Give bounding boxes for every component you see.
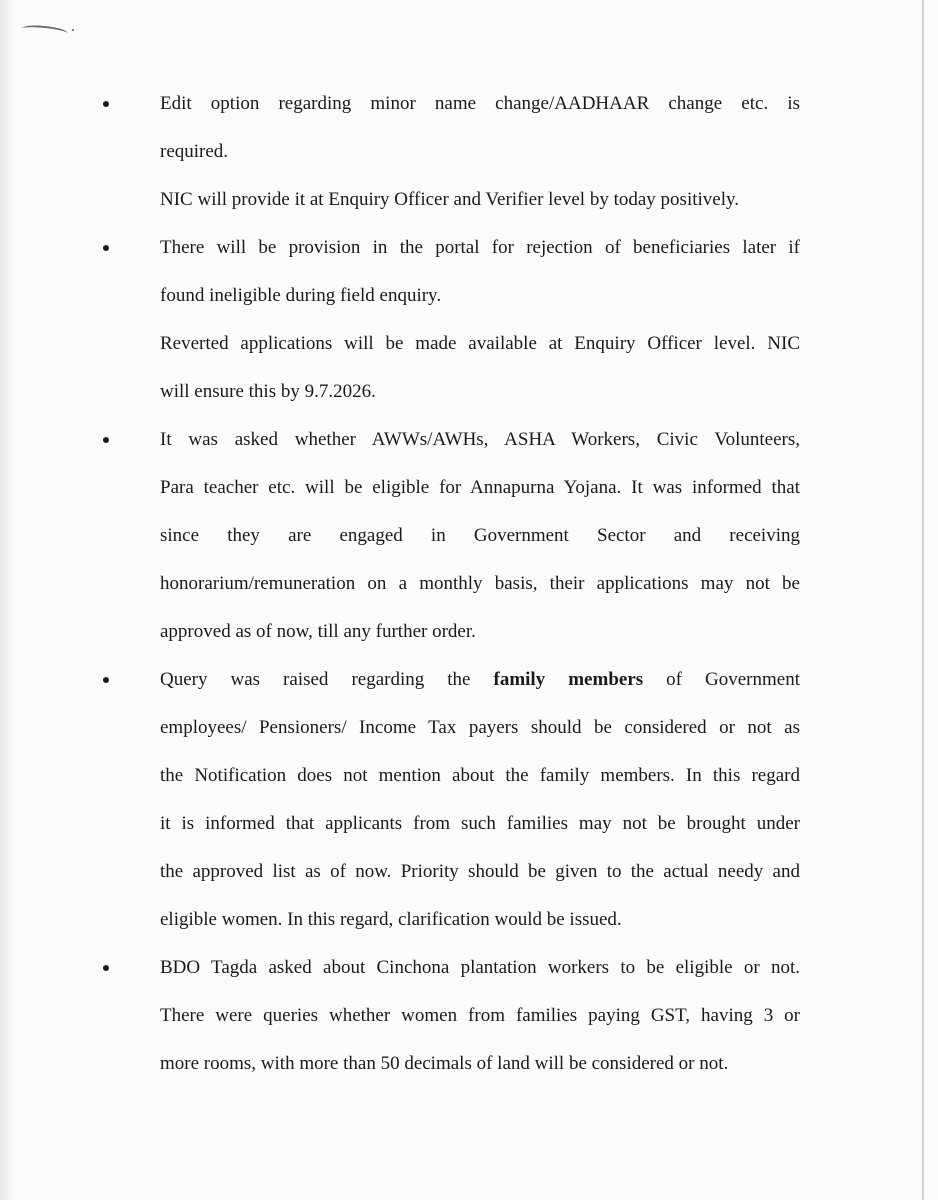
text-line: since they are engaged in Government Sector and receiving [160, 525, 800, 546]
note-line: NIC will provide it at Enquiry Officer and Verifier level by today positively. [160, 189, 740, 210]
text-line: It was asked whether AWWs/AWHs, ASHA Workers, Civic Volunteers, [160, 429, 800, 450]
text-line: honorarium/remuneration on a monthly basis, their applications may not be [160, 573, 800, 594]
text-line: There were queries whether women from families paying GST, having 3 or [160, 1005, 800, 1026]
text-line-with-bold [160, 656, 800, 704]
text-line: employees/ Pensioners/ Income Tax payers should be considered or not as [160, 717, 800, 738]
bullet-item-edit-option [128, 80, 800, 224]
text-line: required. [160, 141, 229, 162]
bullet-icon [103, 437, 109, 443]
text-segment: of Government [666, 669, 800, 690]
bullet-item-eligibility-workers [128, 416, 800, 656]
bullet-icon [103, 101, 109, 107]
text-line: the approved list as of now. Priority should be given to the actual needy and [160, 861, 800, 882]
text-line: it is informed that applicants from such families may not be brought under [160, 813, 800, 834]
item-text [128, 416, 800, 656]
text-line: eligible women. In this regard, clarification would be issued. [160, 909, 622, 930]
text-line: the Notification does not mention about the family members. In this regard [160, 765, 800, 786]
bullet-icon [103, 677, 109, 683]
item-text [128, 656, 800, 944]
note-line: Reverted applications will be made available at Enquiry Officer level. NIC [160, 333, 800, 354]
bullet-item-family-members [128, 656, 800, 944]
item-text [128, 80, 800, 224]
text-line: Para teacher etc. will be eligible for Annapurna Yojana. It was informed that [160, 477, 800, 498]
document-body [128, 80, 800, 1088]
pen-mark [22, 24, 69, 39]
scan-left-shadow [0, 0, 16, 1200]
bullet-icon [103, 965, 109, 971]
text-line: BDO Tagda asked about Cinchona plantation workers to be eligible or not. [160, 957, 800, 978]
item-text [128, 224, 800, 416]
text-segment: Query was raised regarding the [160, 669, 471, 690]
bullet-icon [103, 245, 109, 251]
item-text [128, 944, 800, 1088]
bullet-item-cinchona-workers [128, 944, 800, 1088]
bullet-item-rejection-provision [128, 224, 800, 416]
bold-phrase: family members [493, 669, 644, 690]
note-line: will ensure this by 9.7.2026. [160, 381, 376, 402]
pen-dot [72, 29, 74, 31]
scan-right-edge [922, 0, 924, 1200]
text-line: found ineligible during field enquiry. [160, 285, 442, 306]
text-line: more rooms, with more than 50 decimals of land will be considered or not. [160, 1053, 729, 1074]
text-line: There will be provision in the portal for rejection of beneficiaries later if [160, 237, 800, 258]
text-line: Edit option regarding minor name change/AADHAAR change etc. is [160, 93, 800, 114]
text-line: approved as of now, till any further order. [160, 621, 476, 642]
